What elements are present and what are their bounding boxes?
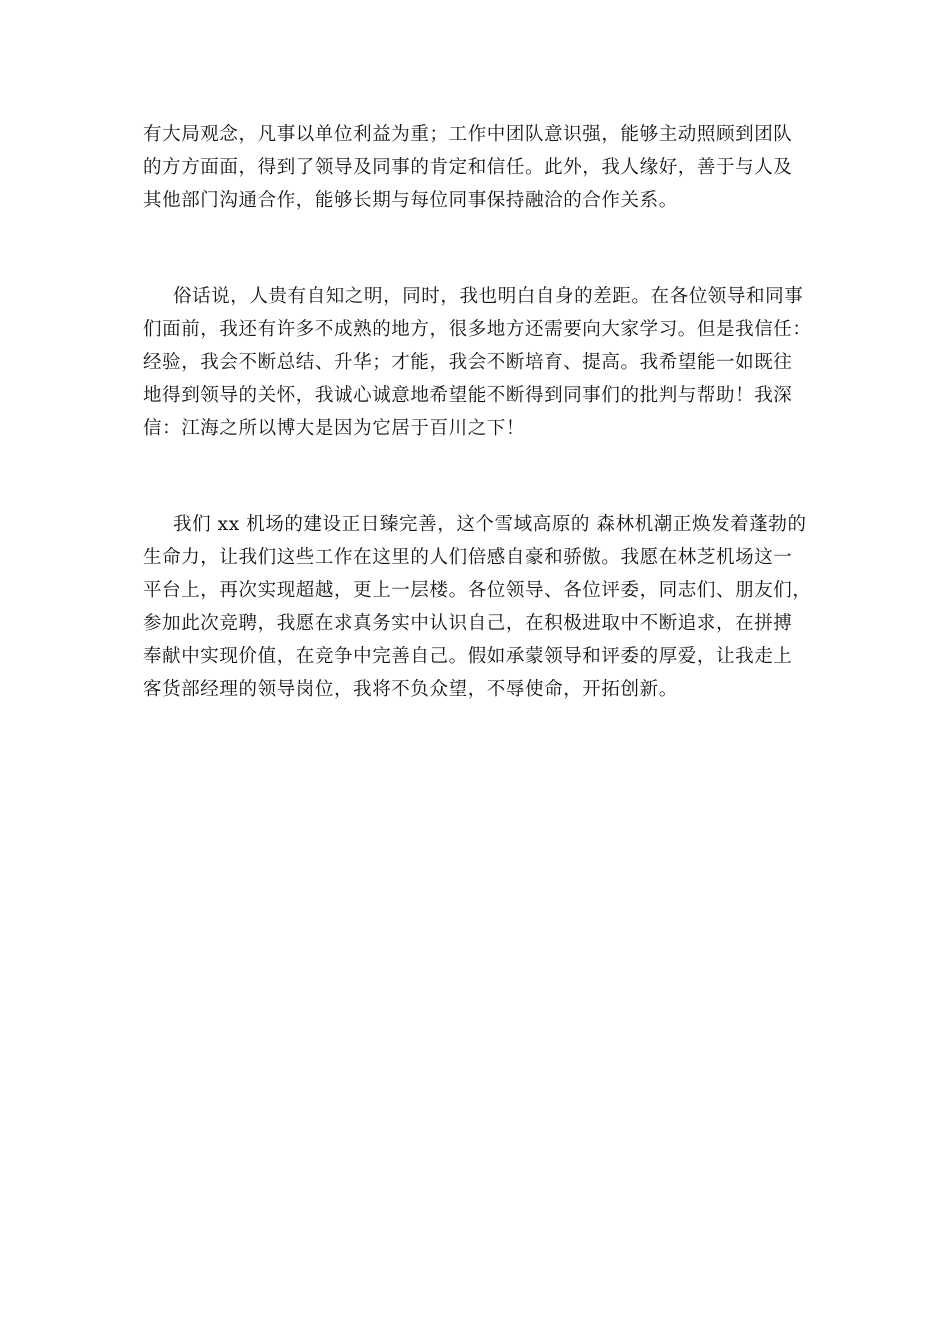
paragraph-line: 我们 xx 机场的建设正日臻完善，这个雪域高原的 森林机潮正焕发着蓬勃的 <box>173 514 807 535</box>
paragraph-line: 的方方面面，得到了领导及同事的肯定和信任。此外，我人缘好，善于与人及 <box>143 157 793 178</box>
paragraph-line: 平台上，再次实现超越，更上一层楼。各位领导、各位评委，同志们、朋友们， <box>143 580 812 601</box>
paragraph-line: 俗话说，人贵有自知之明，同时，我也明白自身的差距。在各位领导和同事 <box>173 286 804 307</box>
document-body <box>143 118 811 706</box>
paragraph-2 <box>143 280 811 445</box>
paragraph-line: 其他部门沟通合作，能够长期与每位同事保持融洽的合作关系。 <box>143 190 678 211</box>
paragraph-line: 地得到领导的关怀，我诚心诚意地希望能不断得到同事们的批判与帮助！我深 <box>143 385 793 406</box>
paragraph-line: 经验，我会不断总结、升华；才能，我会不断培育、提高。我希望能一如既往 <box>143 352 793 373</box>
paragraph-line: 奉献中实现价值，在竞争中完善自己。假如承蒙领导和评委的厚爱，让我走上 <box>143 646 793 667</box>
paragraph-line: 信：江海之所以博大是因为它居于百川之下！ <box>143 418 526 439</box>
paragraph-line: 生命力，让我们这些工作在这里的人们倍感自豪和骄傲。我愿在林芝机场这一 <box>143 547 793 568</box>
paragraph-line: 客货部经理的领导岗位，我将不负众望，不辱使命，开拓创新。 <box>143 679 678 700</box>
paragraph-line: 有大局观念，凡事以单位利益为重；工作中团队意识强，能够主动照顾到团队 <box>143 124 793 145</box>
paragraph-1 <box>143 118 811 217</box>
paragraph-line: 参加此次竞聘，我愿在求真务实中认识自己，在积极进取中不断追求，在拼搏 <box>143 613 793 634</box>
paragraph-line: 们面前，我还有许多不成熟的地方，很多地方还需要向大家学习。但是我信任： <box>143 319 812 340</box>
paragraph-3 <box>143 508 811 706</box>
